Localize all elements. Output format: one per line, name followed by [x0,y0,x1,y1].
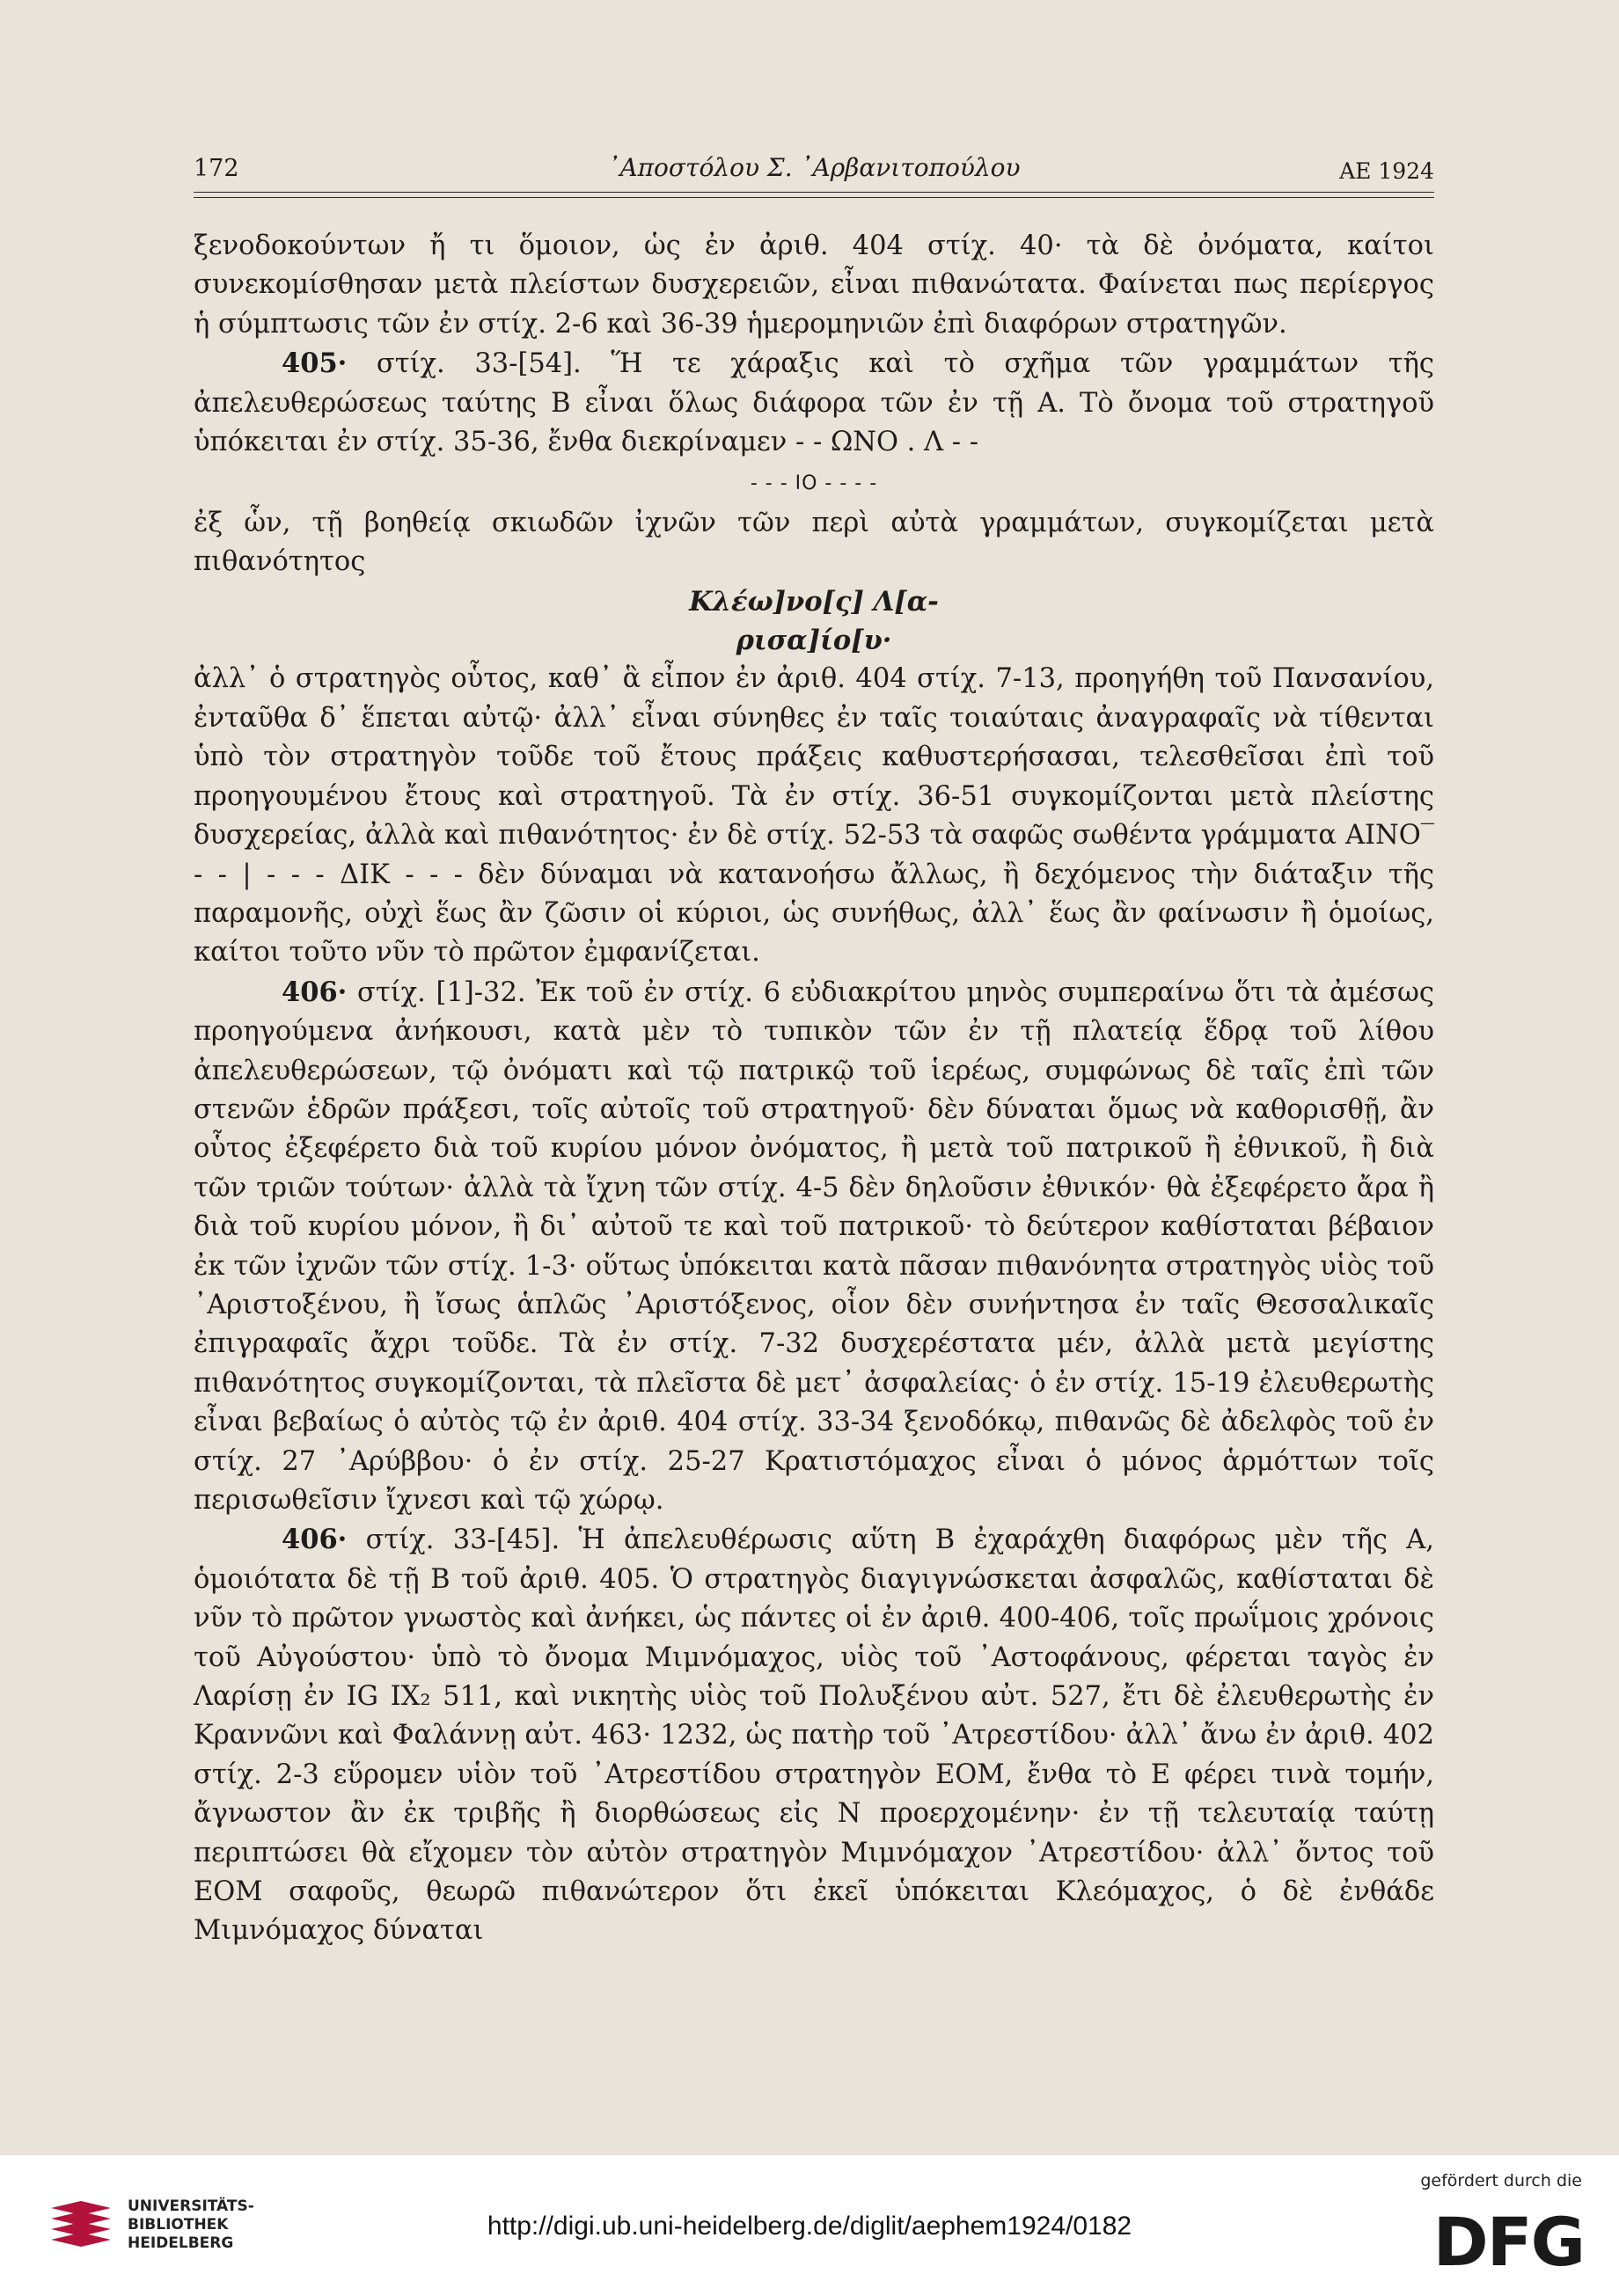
entry-number: 406· [282,1524,348,1556]
running-header [194,150,1434,192]
inscription-letters: - - - ΙΟ - - - - [750,472,878,495]
paragraph-3: ἐξ ὧν, τῇ βοηθείᾳ σκιωδῶν ἰχνῶν τῶν περὶ αὐτὰ γραμμάτων, συγκομίζεται μετὰ πιθανότητος [194,507,1434,578]
paragraph-405 [194,344,1434,462]
article-body [194,227,1434,1951]
dfg-logo: DFG [1432,2203,1584,2281]
header-rule-bottom [194,197,1434,198]
header-rule-top [194,192,1434,193]
permalink[interactable]: http://digi.ub.uni-heidelberg.de/diglit/aephem1924/0182 [487,2212,1132,2241]
paragraph-406b [194,1520,1434,1950]
paragraph-1: ξενοδοκούντων ἤ τι ὅμοιον, ὡς ἐν ἀριθ. 404 στίχ. 40· τὰ δὲ ὀνόματα, καίτοι συνεκομίσθησαν μετὰ πλείστων δυσχερειῶν, εἶναι πιθανώτατα. Φαίνεται πως περίεργος ἡ σύμπτωσις τῶν ἐν στίχ. 2-6 καὶ 36-39 ἡμερομηνιῶν ἐπὶ διαφόρων στρατηγῶν. [194,230,1434,340]
inscription-line [194,462,1434,503]
paragraph-405-text: στίχ. 33-[54]. Ἥ τε χάραξις καὶ τὸ σχῆμα τῶν γραμμάτων τῆς ἀπελευθερώσεως ταύτης B εἶναι ὅλως διάφορα τῶν ἐν τῇ A. Τὸ ὄνομα τοῦ στρατηγοῦ ὑπόκειται ἐν στίχ. 35-36, ἔνθα διεκρίναμεν - - ΩΝΟ . Λ - - [194,348,1434,458]
restoration-line-1: Κλέω]νο[ς] Λ[α- [689,585,939,618]
funded-by-label: gefördert durch die [1420,2171,1582,2190]
institution-line: HEIDELBERG [128,2234,234,2252]
page-number: 172 [194,155,239,182]
entry-number: 406· [282,976,348,1008]
paragraph-406a [194,973,1434,1521]
paragraph-4: ἀλλ᾿ ὁ στρατηγὸς οὗτος, καθ᾿ ἃ εἶπον ἐν ἀριθ. 404 στίχ. 7-13, προηγήθη τοῦ Πανσανίου, ἐνταῦθα δ᾿ ἕπεται αὐτῷ· ἀλλ᾿ εἶναι σύνηθες ἐν ταῖς τοιαύταις ἀναγραφαῖς νὰ τίθενται ὑπὸ τὸν στρατηγὸν τοῦδε τοῦ ἔτους πράξεις καθυστερήσασαι, τελεσθεῖσαι ἐπὶ τοῦ προηγουμένου ἔτους καὶ στρατηγοῦ. Τὰ ἐν στίχ. 36-51 συγκομίζονται μετὰ πλείστης δυσχερείας, ἀλλὰ καὶ πιθανότητος· ἐν δὲ στίχ. 52-53 τὰ σαφῶς σωθέντα γράμματα ΑΙΝΟ‾ - - | - - - ΔΙΚ - - - δὲν δύναμαι νὰ κατανοήσω ἄλλως, ἢ δεχόμενος τὴν διάταξιν τῆς παραμονῆς, οὐχὶ ἕως ἂν ζῶσιν οἱ κύριοι, ὡς συνήθως, ἀλλ᾿ ἕως ἂν φαίνωσιν ἢ ὁμοίως, καίτοι τοῦτο νῦν τὸ πρῶτον ἐμφανίζεται. [194,663,1434,969]
institution-line: UNIVERSITÄTS- [128,2197,254,2215]
paragraph-406a-text: στίχ. [1]-32. Ἐκ τοῦ ἐν στίχ. 6 εὐδιακρίτου μηνὸς συμπεραίνω ὅτι τὰ ἀμέσως προηγούμενα ἀνήκουσι, κατὰ μὲν τὸ τυπικὸν τῶν ἐν τῇ πλατείᾳ ἕδρᾳ τοῦ λίθου ἀπελευθερώσεων, τῷ ὀνόματι καὶ τῷ πατρικῷ τοῦ ἱερέως, συμφώνως δὲ ταῖς ἐπὶ τῶν στενῶν ἑδρῶν πράξεσι, τοῖς αὐτοῖς τοῦ στρατηγοῦ· δὲν δύναται ὅμως νὰ καθορισθῇ, ἂν οὗτος ἐξεφέρετο διὰ τοῦ κυρίου μόνον ὀνόματος, ἢ μετὰ τοῦ πατρικοῦ ἢ ἐθνικοῦ, ἢ διὰ τῶν τριῶν τούτων· ἀλλὰ τὰ ἴχνη τῶν στίχ. 4-5 δὲν δηλοῦσιν ἐθνικόν· θὰ ἐξεφέρετο ἄρα ἢ διὰ τοῦ κυρίου μόνον, ἢ δι᾿ αὐτοῦ τε καὶ τοῦ πατρικοῦ· τὸ δεύτερον καθίσταται βέβαιον ἐκ τῶν ἰχνῶν τῶν στίχ. 1-3· οὕτως ὑπόκειται κατὰ πᾶσαν πιθανόνητα στρατηγὸς υἱὸς τοῦ ᾿Αριστοξένου, ἢ ἴσως ἁπλῶς ᾿Αριστόξενος, οἷον δὲν συνήντησα ἐν ταῖς Θεσσαλικαῖς ἐπιγραφαῖς ἄχρι τοῦδε. Τὰ ἐν στίχ. 7-32 δυσχερέστατα μέν, ἀλλὰ μετὰ μεγίστης πιθανότητος συγκομίζονται, τὰ πλεῖστα δὲ μετ᾿ ἀσφαλείας· ὁ ἐν στίχ. 15-19 ἐλευθερωτὴς εἶναι βεβαίως ὁ αὐτὸς τῷ ἐν ἀριθ. 404 στίχ. 33-34 ξενοδόκῳ, πιθανῶς δὲ ἀδελφὸς τοῦ ἐν στίχ. 27 ᾿Αρύββου· ὁ ἐν στίχ. 25-27 Κρατιστόμαχος εἶναι ὁ μόνος ἁρμόττων τοῖς περισωθεῖσιν ἴχνεσι καὶ τῷ χώρῳ. [194,976,1434,1516]
paragraph-406b-text: στίχ. 33-[45]. Ἡ ἀπελευθέρωσις αὕτη B ἐχαράχθη διαφόρως μὲν τῆς A, ὁμοιότατα δὲ τῇ B τοῦ ἀριθ. 405. Ὁ στρατηγὸς διαγιγνώσκεται ἀσφαλῶς, καθίσταται δὲ νῦν τὸ πρῶτον γνωστὸς καὶ ἀνήκει, ὡς πάντες οἱ ἐν ἀριθ. 400-406, τοῖς πρωΐμοις χρόνοις τοῦ Αὐγούστου· ὑπὸ τὸ ὄνομα Μιμνόμαχος, υἱὸς τοῦ ᾿Αστοφάνους, φέρεται ταγὸς ἐν Λαρίσῃ ἐν IG IX₂ 511, καὶ νικητὴς υἱὸς τοῦ Πολυξένου αὐτ. 527, ἔτι δὲ ἐλευθερωτὴς ἐν Κραννῶνι καὶ Φαλάννῃ αὐτ. 463· 1232, ὡς πατὴρ τοῦ ᾿Ατρεστίδου· ἀλλ᾿ ἄνω ἐν ἀριθ. 402 στίχ. 2-3 εὕρομεν υἱὸν τοῦ ᾿Ατρεστίδου στρατηγὸν ΕΟΜ, ἔνθα τὸ Ε φέρει τινὰ τομήν, ἄγνωστον ἂν ἐκ τριβῆς ἢ διορθώσεως εἰς Ν προερχομένην· ἐν τῇ τελευταίᾳ ταύτῃ περιπτώσει θὰ εἴχομεν τὸν αὐτὸν στρατηγὸν Μιμνόμαχον ᾿Ατρεστίδου· ἀλλ᾿ ὄντος τοῦ ΕΟΜ σαφοῦς, θεωρῶ πιθανώτερον ὅτι ἐκεῖ ὑπόκειται Κλεόμαχος, ὁ δὲ ἐνθάδε Μιμνόμαχος δύναται [194,1525,1434,1947]
running-title: ᾿Αποστόλου Σ. ᾿Αρβανιτοπούλου [607,153,1021,182]
institution-line: BIBLIOTHEK [128,2216,229,2234]
library-footer [0,2155,1619,2296]
journal-label: ΑΕ 1924 [1339,158,1434,184]
restoration-line-2: ρισα]ίο[υ· [736,625,892,657]
entry-number: 405· [282,347,348,380]
